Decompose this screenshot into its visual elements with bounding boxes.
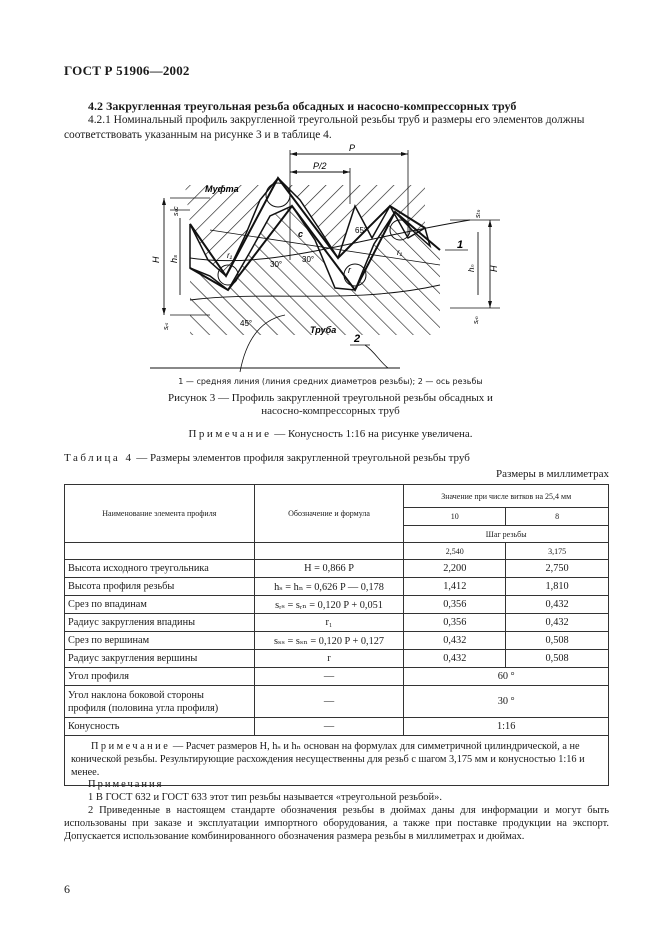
label-coupling: Муфта bbox=[205, 184, 239, 194]
label-srs: sᵣₛ bbox=[163, 322, 170, 330]
pitch-10: 2,540 bbox=[404, 543, 506, 560]
label-h-right: H bbox=[489, 265, 499, 272]
table-units: Размеры в миллиметрах bbox=[496, 468, 609, 480]
label-r: r bbox=[348, 265, 351, 275]
label-angle-65: 65° bbox=[355, 226, 368, 235]
label-angle-30b: 30° bbox=[302, 255, 315, 264]
col-header-name: Наименование элемента профиля bbox=[65, 485, 255, 543]
marker-2: 2 bbox=[354, 333, 361, 345]
label-srn: sᵣₙ bbox=[473, 316, 480, 324]
label-c: c bbox=[298, 229, 304, 239]
label-hs: hₛ bbox=[169, 254, 179, 263]
intro-paragraph: 4.2.1 Номинальный профиль закругленной треугольной резьбы труб и размеры его элементов должны соответствовать указанным на рисунке 3 и в таблице 4. bbox=[64, 114, 585, 141]
document-header: ГОСТ Р 51906—2002 bbox=[64, 63, 190, 78]
table-row: Радиус закругления вершины r 0,432 0,508 bbox=[65, 650, 609, 668]
figure-caption: Рисунок 3 — Профиль закругленной треугольной резьбы обсадных и насосно-компрессорных труб bbox=[168, 392, 493, 417]
label-scn: sₜₙ bbox=[475, 209, 482, 218]
table-row: Срез по вершинам sₛₛ = sₛₙ = 0,120 P + 0,127 0,432 0,508 bbox=[65, 632, 609, 650]
label-pipe: Труба bbox=[310, 325, 337, 335]
table-row: Радиус закругления впадины r₁ 0,356 0,432 bbox=[65, 614, 609, 632]
col-header-values: Значение при числе витков на 25,4 мм bbox=[404, 485, 609, 508]
note-2: 2 Приведенные в настоящем стандарте обозначения резьбы в дюймах даны для информации и могут быть использованы при заказе и эксплуатации импортного оборудования, а также при поставке продукции на экспорт. Допускается использование комбинированного обозначения размера резьбы в миллиметрах и дюймах. bbox=[64, 805, 609, 842]
label-ssc: sₛc bbox=[173, 206, 180, 216]
section-title: 4.2 Закругленная треугольная резьба обсадных и насосно-компрессорных труб bbox=[88, 99, 517, 113]
pitch-label: Шаг резьбы bbox=[404, 526, 609, 543]
figure-legend: 1 — средняя линия (линия средних диаметров резьбы); 2 — ось резьбы bbox=[178, 377, 483, 386]
table-row: Угол профиля — 60 ° bbox=[65, 668, 609, 686]
table-row: Высота исходного треугольника H = 0,866 P 2,200 2,750 bbox=[65, 560, 609, 578]
thread-profile-figure bbox=[150, 140, 520, 375]
label-h: H bbox=[151, 256, 161, 263]
label-hn: hₙ bbox=[467, 264, 476, 272]
table-note-row: Примечание — Расчет размеров H, hₛ и hₙ основан на формулах для симметричной цилиндрической, а не конической резьбы. Результирующие расхождения несущественны для резьб с шагом 3,175 мм и конусностью 1:16 и менее. bbox=[65, 736, 609, 786]
table-row: Угол наклона боковой стороны профиля (половина угла профиля) — 30 ° bbox=[65, 686, 609, 718]
figure-note: Примечание — Конусность 1:16 на рисунке увеличена. bbox=[188, 428, 473, 440]
turns-10: 10 bbox=[404, 508, 506, 526]
table-title: Таблица 4 — Размеры элементов профиля закругленной треугольной резьбы труб bbox=[64, 452, 470, 464]
dimensions-table bbox=[64, 484, 609, 786]
page-number: 6 bbox=[64, 882, 70, 896]
notes-block bbox=[64, 778, 609, 843]
notes-title: Примечания bbox=[88, 779, 164, 790]
note-1: 1 В ГОСТ 632 и ГОСТ 633 этот тип резьбы называется «треугольной резьбой». bbox=[88, 792, 443, 803]
label-r1-left: r₁ bbox=[227, 251, 233, 260]
pitch-8: 3,175 bbox=[506, 543, 609, 560]
table-row: Срез по впадинам sᵣₛ = sᵣₙ = 0,120 P + 0,051 0,356 0,432 bbox=[65, 596, 609, 614]
marker-1: 1 bbox=[457, 239, 464, 251]
table-row: Конусность — 1:16 bbox=[65, 718, 609, 736]
col-header-formula: Обозначение и формула bbox=[254, 485, 404, 543]
turns-8: 8 bbox=[506, 508, 609, 526]
label-r1-right: r₁ bbox=[397, 248, 403, 257]
table-row: Высота профиля резьбы hₛ = hₙ = 0,626 P — 0,178 1,412 1,810 bbox=[65, 578, 609, 596]
label-angle-30a: 30° bbox=[270, 260, 283, 269]
label-p-half: P/2 bbox=[313, 161, 327, 171]
label-angle-45: 45° bbox=[240, 319, 253, 328]
label-p: P bbox=[349, 143, 356, 153]
